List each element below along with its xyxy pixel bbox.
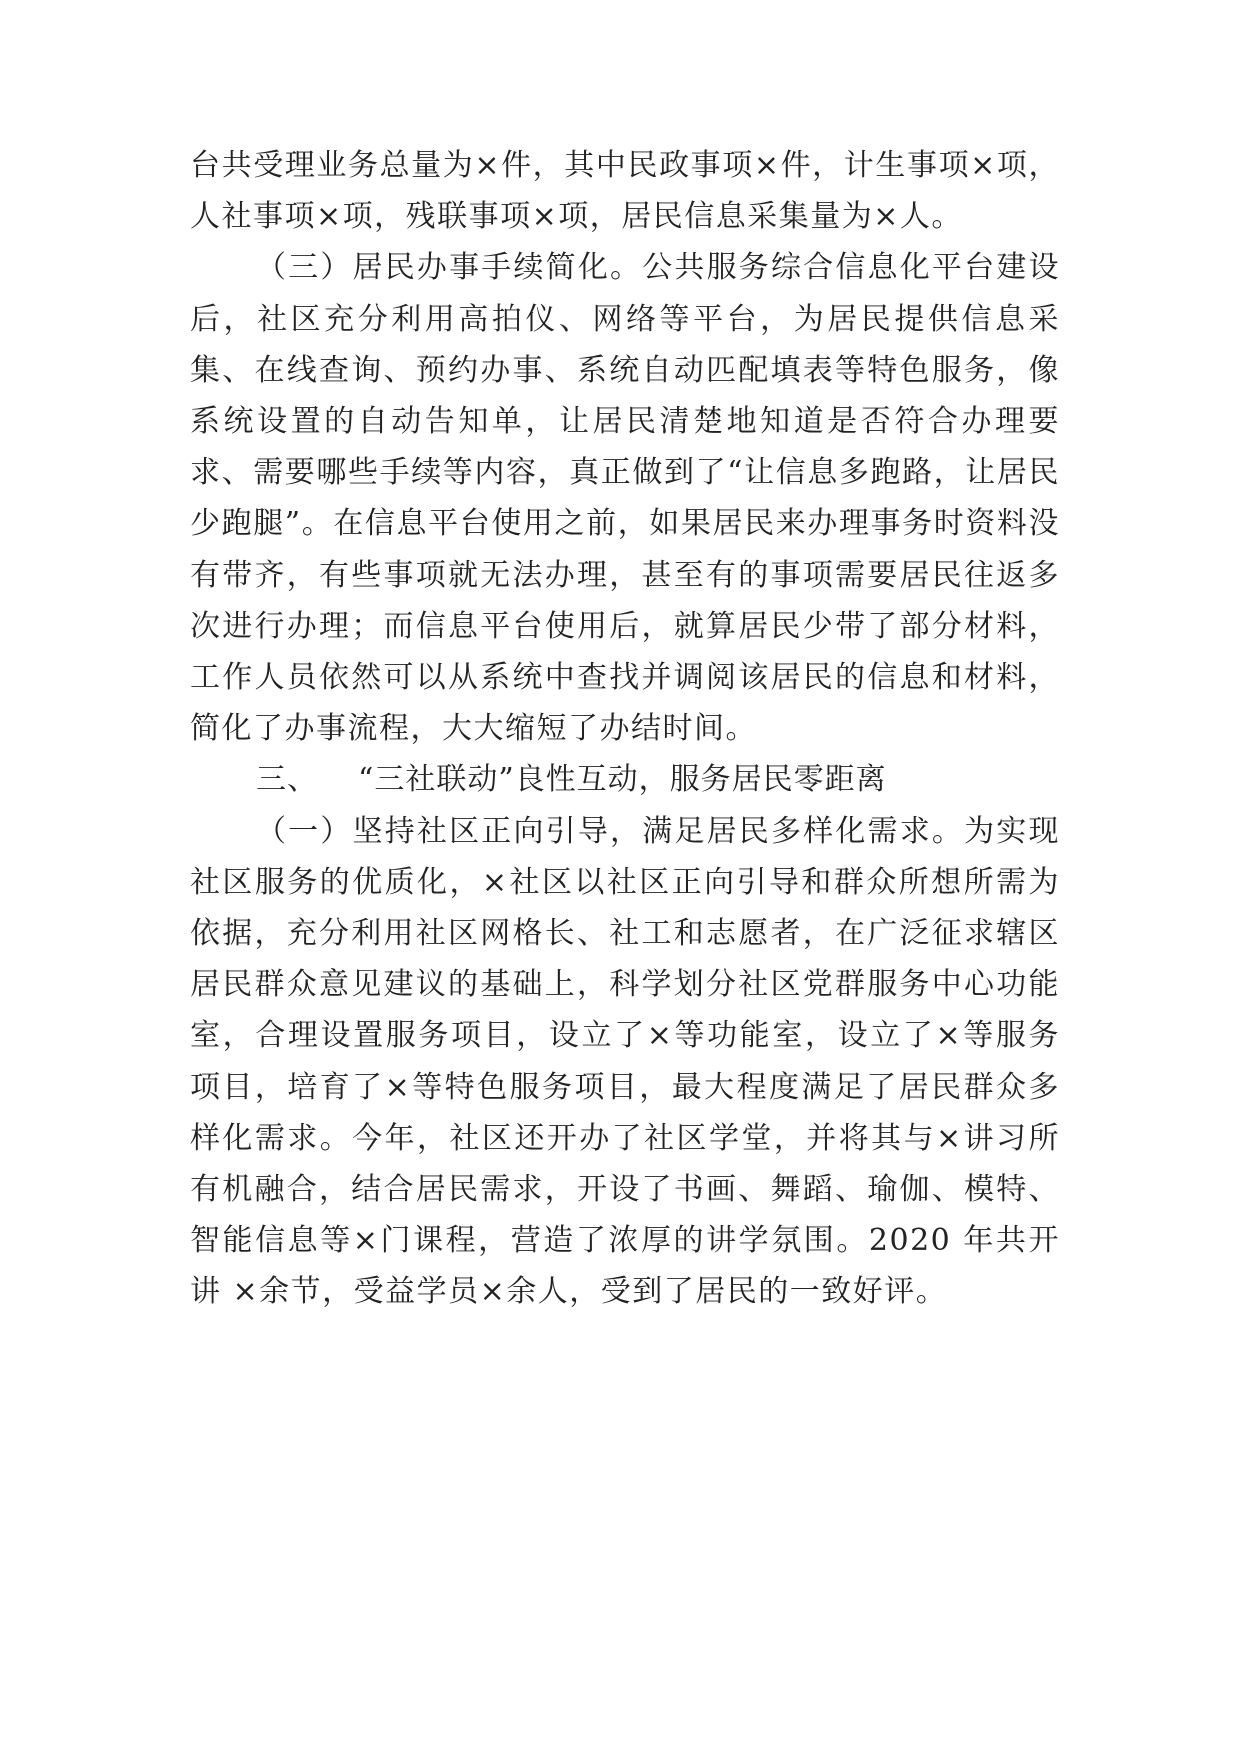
document-body	[190, 140, 1060, 1318]
section-heading-title: “三社联动”良性互动，服务居民零距离	[358, 762, 887, 798]
paragraph-community-guidance: （一）坚持社区正向引导，满足居民多样化需求。为实现社区服务的优质化，×社区以社区正向引导和群众所想所需为依据，充分利用社区网格长、社工和志愿者，在广泛征求辖区居民群众意见建议的基础上，科学划分社区党群服务中心功能室，合理设置服务项目，设立了×等功能室，设立了×等服务项目，培育了×等特色服务项目，最大程度满足了居民群众多样化需求。今年，社区还开办了社区学堂，并将其与×讲习所有机融合，结合居民需求，开设了书画、舞蹈、瑜伽、模特、智能信息等×门课程，营造了浓厚的讲学氛围。2020 年共开讲 ×余节，受益学员×余人，受到了居民的一致好评。	[190, 813, 1060, 1310]
section-heading-3	[190, 754, 1060, 805]
section-heading-number: 三、	[256, 762, 318, 798]
paragraph-continuation: 台共受理业务总量为×件，其中民政事项×件，计生事项×项，人社事项×项，残联事项×项，居民信息采集量为×人。	[190, 148, 1060, 235]
paragraph-residents-procedures-simplified: （三）居民办事手续简化。公共服务综合信息化平台建设后，社区充分利用高拍仪、网络等平台，为居民提供信息采集、在线查询、预约办事、系统自动匹配填表等特色服务，像系统设置的自动告知单，让居民清楚地知道是否符合办理要求、需要哪些手续等内容，真正做到了“让信息多跑路，让居民少跑腿”。在信息平台使用之前，如果居民来办理事务时资料没有带齐，有些事项就无法办理，甚至有的事项需要居民往返多次进行办理；而信息平台使用后，就算居民少带了部分材料，工作人员依然可以从系统中查找并调阅该居民的信息和材料，简化了办事流程，大大缩短了办结时间。	[190, 250, 1060, 747]
